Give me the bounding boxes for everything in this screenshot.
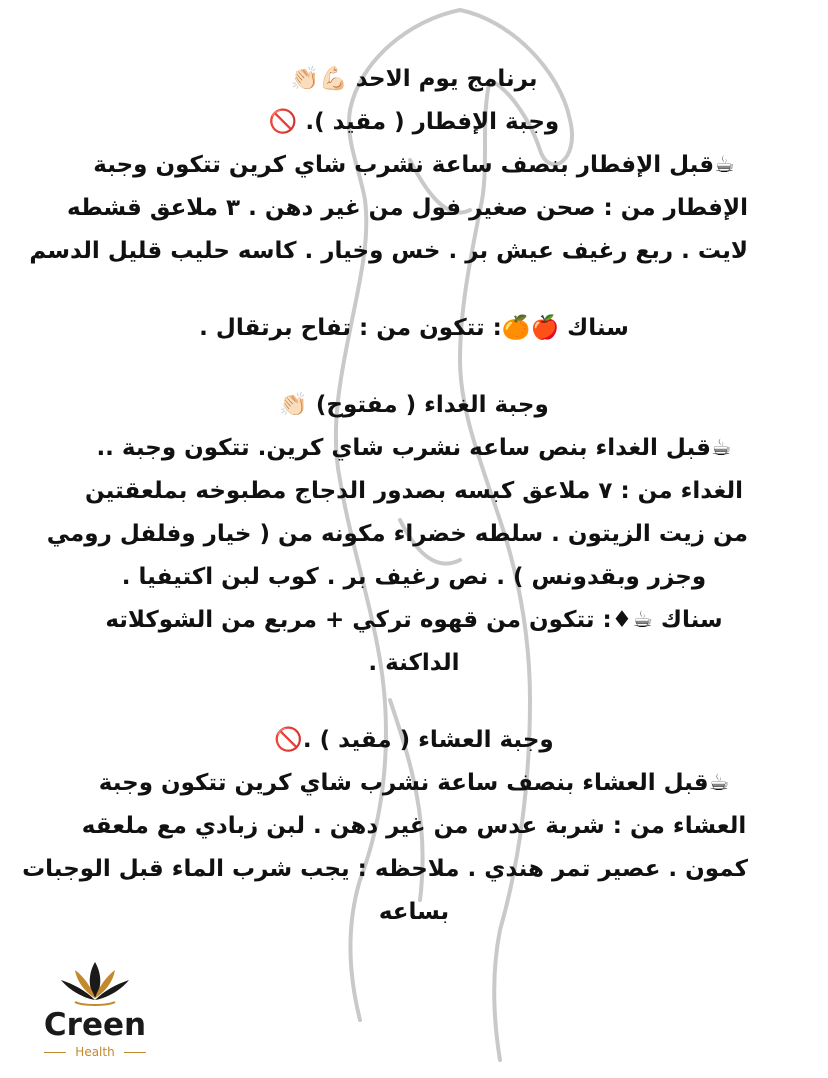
logo-subtitle-text: Health bbox=[75, 1045, 115, 1059]
dinner-heading: وجبة العشاء ( مقيد ) .🚫 bbox=[274, 727, 554, 753]
spacer bbox=[80, 350, 748, 384]
lunch-line-6: الداكنة . bbox=[368, 650, 460, 676]
lunch-line-3: من زيت الزيتون . سلطه خضراء مكونه من ( خيار وفلفل رومي bbox=[46, 521, 748, 547]
logo-name: Creen bbox=[43, 1007, 147, 1043]
lotus-logo-icon bbox=[55, 958, 135, 1008]
divider bbox=[124, 1052, 146, 1053]
lunch-line-4: وجزر وبقدونس ) . نص رغيف بر . كوب لبن اكتيفيا . bbox=[121, 564, 707, 590]
logo-subtitle bbox=[40, 1044, 150, 1060]
dinner-line-4: بساعه bbox=[378, 899, 450, 925]
snack-1: سناك 🍎🍊: تتكون من : تفاح برتقال . bbox=[199, 315, 629, 341]
breakfast-line-2: الإفطار من : صحن صغير فول من غير دهن . ٣ ملاعق قشطه bbox=[67, 195, 748, 221]
spacer bbox=[80, 273, 748, 307]
dinner-line-3: كمون . عصير تمر هندي . ملاحظه : يجب شرب الماء قبل الوجبات bbox=[22, 856, 748, 882]
lunch-line-5: سناك ☕♦: تتكون من قهوه تركي + مربع من الشوكلاته bbox=[105, 607, 723, 633]
breakfast-line-3: لايت . ربع رغيف عيش بر . خس وخيار . كاسه حليب قليل الدسم bbox=[29, 238, 748, 264]
breakfast-line-1: ☕قبل الإفطار بنصف ساعة نشرب شاي كرين تتكون وجبة bbox=[93, 152, 735, 178]
lunch-line-1: ☕قبل الغداء بنص ساعه نشرب شاي كرين. تتكون وجبة .. bbox=[96, 435, 732, 461]
diet-plan-text bbox=[22, 58, 748, 934]
breakfast-heading: وجبة الإفطار ( مقيد ). 🚫 bbox=[268, 109, 560, 135]
lunch-heading: وجبة الغداء ( مفتوح) 👏🏻 bbox=[279, 392, 549, 418]
dinner-line-2: العشاء من : شربة عدس من غير دهن . لبن زبادي مع ملعقه bbox=[81, 813, 747, 839]
spacer bbox=[80, 685, 748, 719]
brand-logo bbox=[40, 958, 150, 1066]
dinner-line-1: ☕قبل العشاء بنصف ساعة نشرب شاي كرين تتكون وجبة bbox=[98, 770, 730, 796]
day-title: برنامج يوم الاحد 💪🏻👏🏻 bbox=[290, 66, 538, 92]
lunch-line-2: الغداء من : ٧ ملاعق كبسه بصدور الدجاج مطبوخه بملعقتين bbox=[84, 478, 744, 504]
